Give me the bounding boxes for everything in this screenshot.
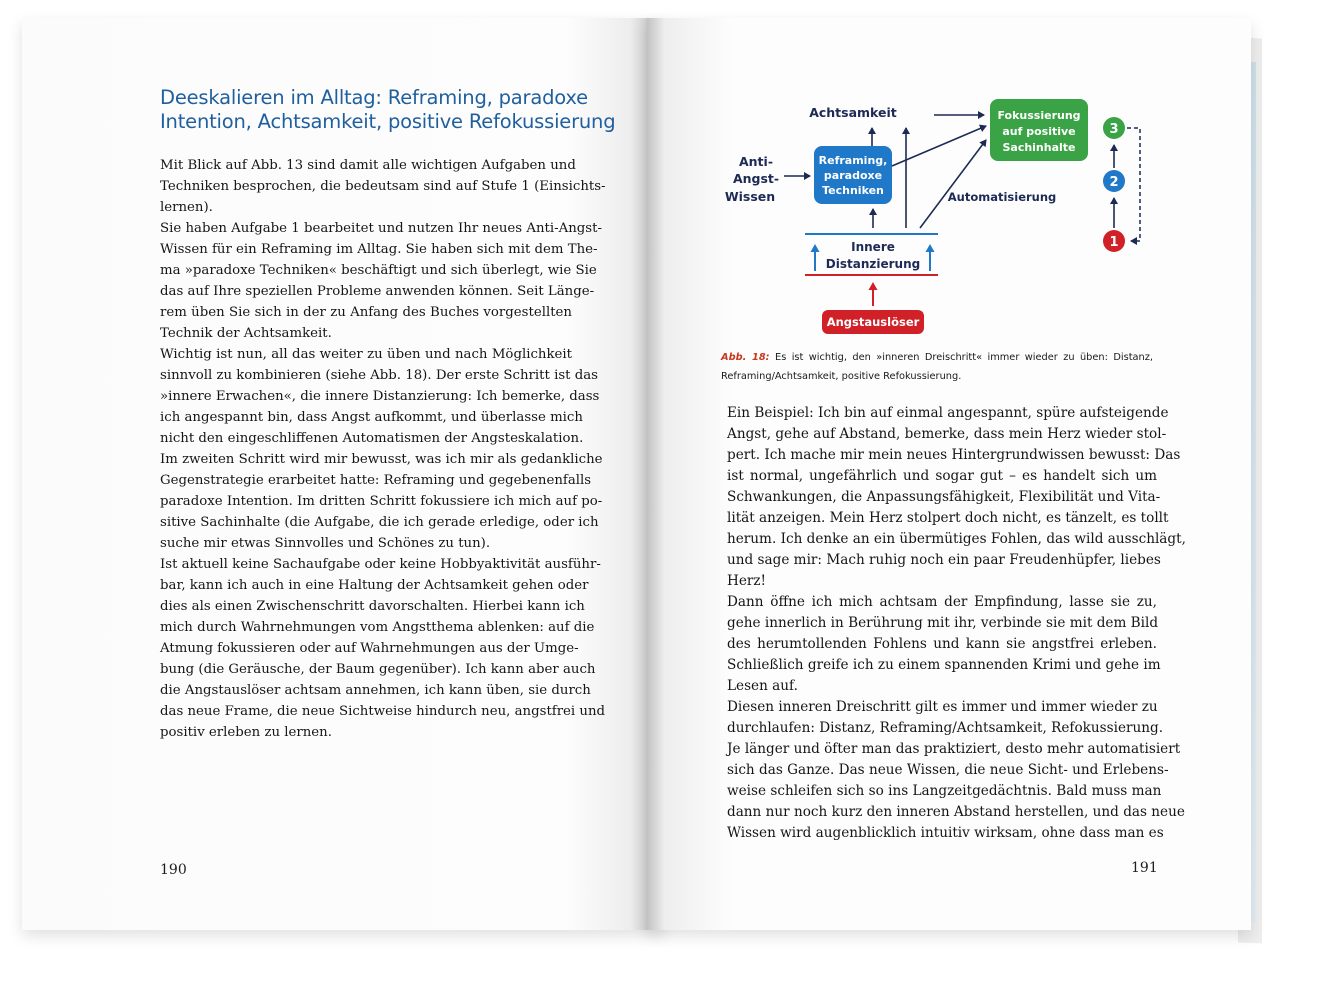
right-body-text	[727, 403, 1186, 844]
text-line: dann nur noch kurz den inneren Abstand herstellen, und das neue	[727, 804, 1185, 820]
caption-line: Reframing/Achtsamkeit, positive Refokussierung.	[721, 371, 962, 382]
text-line: des herumtollenden Fohlens und kann sie angstfrei erleben.	[727, 636, 1157, 652]
caption-label: Abb. 18:	[721, 352, 770, 363]
text-line: Mit Blick auf Abb. 13 sind damit alle wichtigen Aufgaben und	[160, 158, 576, 173]
caption-text: Es ist wichtig, den »inneren Dreischritt« immer wieder zu üben: Distanz,	[775, 352, 1154, 363]
box-reframing-text: paradoxe	[823, 169, 883, 182]
figure-18-diagram	[720, 88, 1160, 348]
text-line: Lesen auf.	[727, 678, 798, 694]
step-number: 1	[1109, 235, 1119, 250]
text-line: Herz!	[727, 573, 767, 589]
page-number: 190	[160, 862, 187, 878]
book-gutter	[630, 18, 664, 930]
text-line: Techniken besprochen, die bedeutsam sind auf Stufe 1 (Einsichts-	[160, 179, 606, 194]
text-line: Ein Beispiel: Ich bin auf einmal angespannt, spüre aufsteigende	[727, 405, 1169, 421]
dashed-loop-arrow	[1127, 128, 1140, 241]
text-line: »innere Erwachen«, die innere Distanzierung: Ich bemerke, dass	[160, 389, 600, 404]
caption-line	[721, 348, 1153, 367]
text-line: paradoxe Intention. Im dritten Schritt fokussiere ich mich auf po-	[160, 494, 603, 509]
text-line: Ist aktuell keine Sachaufgabe oder keine Hobbyaktivität ausführ-	[160, 557, 601, 572]
box-fokussierung-text: Sachinhalte	[1002, 141, 1076, 154]
text-line: Je länger und öfter man das praktiziert, desto mehr automatisiert	[727, 741, 1181, 757]
text-line: Dann öffne ich mich achtsam der Empfindung, lasse sie zu,	[727, 594, 1157, 610]
text-line: dies als einen Zwischenschritt davorschalten. Hierbei kann ich	[160, 599, 585, 614]
text-line: bar, kann ich auch in eine Haltung der Achtsamkeit gehen oder	[160, 578, 589, 593]
text-line: ma »paradoxe Techniken« beschäftigt und sich überlegt, wie Sie	[160, 263, 597, 278]
text-line: und sage mir: Mach ruhig noch ein paar Freudenhüpfer, liebes	[727, 552, 1161, 568]
label-automatisierung: Automatisierung	[947, 190, 1057, 204]
step-number: 3	[1109, 122, 1119, 137]
label-anti-angst-wissen: Wissen	[724, 189, 776, 204]
text-line: pert. Ich mache mir mein neues Hintergrundwissen bewusst: Das	[727, 447, 1181, 463]
label-anti-angst-wissen: Angst-	[732, 171, 780, 186]
page-number: 191	[1131, 860, 1158, 876]
arrow-distanz-to-fokussierung	[920, 140, 986, 228]
text-line: Technik der Achtsamkeit.	[160, 326, 332, 341]
text-line: suche mir etwas Sinnvolles und Schönes zu tun).	[160, 536, 491, 551]
heading-line: Intention, Achtsamkeit, positive Refokussierung	[160, 110, 616, 133]
text-line: Sie haben Aufgabe 1 bearbeitet und nutzen Ihr neues Anti-Angst-	[160, 221, 602, 236]
text-line: positiv erleben zu lernen.	[160, 725, 332, 740]
text-line: Schwankungen, die Anpassungsfähigkeit, Flexibilität und Vita-	[727, 489, 1161, 505]
text-line: sinnvoll zu kombinieren (siehe Abb. 18). Der erste Schritt ist das	[160, 368, 598, 383]
text-line: Wissen wird augenblicklich intuitiv wirksam, ohne dass man es	[727, 825, 1164, 841]
figure-caption	[721, 348, 1153, 386]
text-line: weise schleifen sich so ins Langzeitgedächtnis. Bald muss man	[727, 783, 1162, 799]
text-line: Atmung fokussieren oder auf Wahrnehmungen aus der Umge-	[160, 641, 579, 656]
text-line: das auf Ihre speziellen Probleme anwenden können. Seit Länge-	[160, 284, 595, 299]
text-line: Angst, gehe auf Abstand, bemerke, dass mein Herz wieder stol-	[727, 426, 1167, 442]
step-number: 2	[1109, 175, 1119, 190]
text-line: Gegenstrategie erarbeitet hatte: Reframing und gegebenenfalls	[160, 473, 592, 488]
section-heading	[160, 86, 616, 134]
label-achtsamkeit: Achtsamkeit	[809, 105, 897, 120]
box-angstausloeser-text: Angstauslöser	[826, 315, 920, 329]
text-line: Im zweiten Schritt wird mir bewusst, was ich mir als gedankliche	[160, 452, 603, 467]
text-line: mich durch Wahrnehmungen vom Angstthema ablenken: auf die	[160, 620, 595, 635]
label-innere-distanzierung: Innere	[851, 240, 895, 254]
heading-line: Deeskalieren im Alltag: Reframing, paradoxe	[160, 86, 588, 109]
label-innere-distanzierung: Distanzierung	[825, 257, 921, 271]
box-fokussierung-text: auf positive	[1002, 125, 1076, 138]
text-line: die Angstauslöser achtsam annehmen, ich kann üben, sie durch	[160, 683, 591, 698]
text-line: lität anzeigen. Mein Herz stolpert doch nicht, es tänzelt, es tollt	[727, 510, 1169, 526]
text-line: nicht den eingeschliffenen Automatismen der Angsteskalation.	[160, 431, 584, 446]
text-line: gehe innerlich in Berührung mit ihr, verbinde sie mit dem Bild	[727, 615, 1159, 631]
box-reframing-text: Techniken	[822, 184, 884, 197]
text-line: ich angespannt bin, dass Angst aufkommt, und überlasse mich	[160, 410, 583, 425]
text-line: Diesen inneren Dreischritt gilt es immer und immer wieder zu	[727, 699, 1158, 715]
text-line: durchlaufen: Distanz, Reframing/Achtsamkeit, Refokussierung.	[727, 720, 1164, 736]
text-line: bung (die Geräusche, der Baum gegenüber). Ich kann aber auch	[160, 662, 596, 677]
text-line: das neue Frame, die neue Sichtweise hindurch neu, angstfrei und	[160, 704, 606, 719]
label-anti-angst-wissen: Anti-	[738, 154, 774, 169]
text-line: sich das Ganze. Das neue Wissen, die neue Sicht- und Erlebens-	[727, 762, 1169, 778]
text-line: sitive Sachinhalte (die Aufgabe, die ich gerade erledige, oder ich	[160, 515, 599, 530]
text-line: Schließlich greife ich zu einem spannenden Krimi und gehe im	[727, 657, 1161, 673]
text-line: Wissen für ein Reframing im Alltag. Sie haben sich mit dem The-	[160, 242, 598, 257]
text-line: rem üben Sie sich in der zu Anfang des Buches vorgestellten	[160, 305, 572, 320]
text-line: herum. Ich denke an ein übermütiges Fohlen, das wild ausschlägt,	[727, 531, 1186, 547]
box-reframing-text: Reframing,	[818, 154, 888, 167]
left-body-text	[160, 155, 606, 743]
text-line: ist normal, ungefährlich und sogar gut – es handelt sich um	[727, 468, 1157, 484]
box-fokussierung-text: Fokussierung	[997, 109, 1081, 122]
text-line: Wichtig ist nun, all das weiter zu üben und nach Möglichkeit	[160, 347, 572, 362]
text-line: lernen).	[160, 200, 213, 215]
